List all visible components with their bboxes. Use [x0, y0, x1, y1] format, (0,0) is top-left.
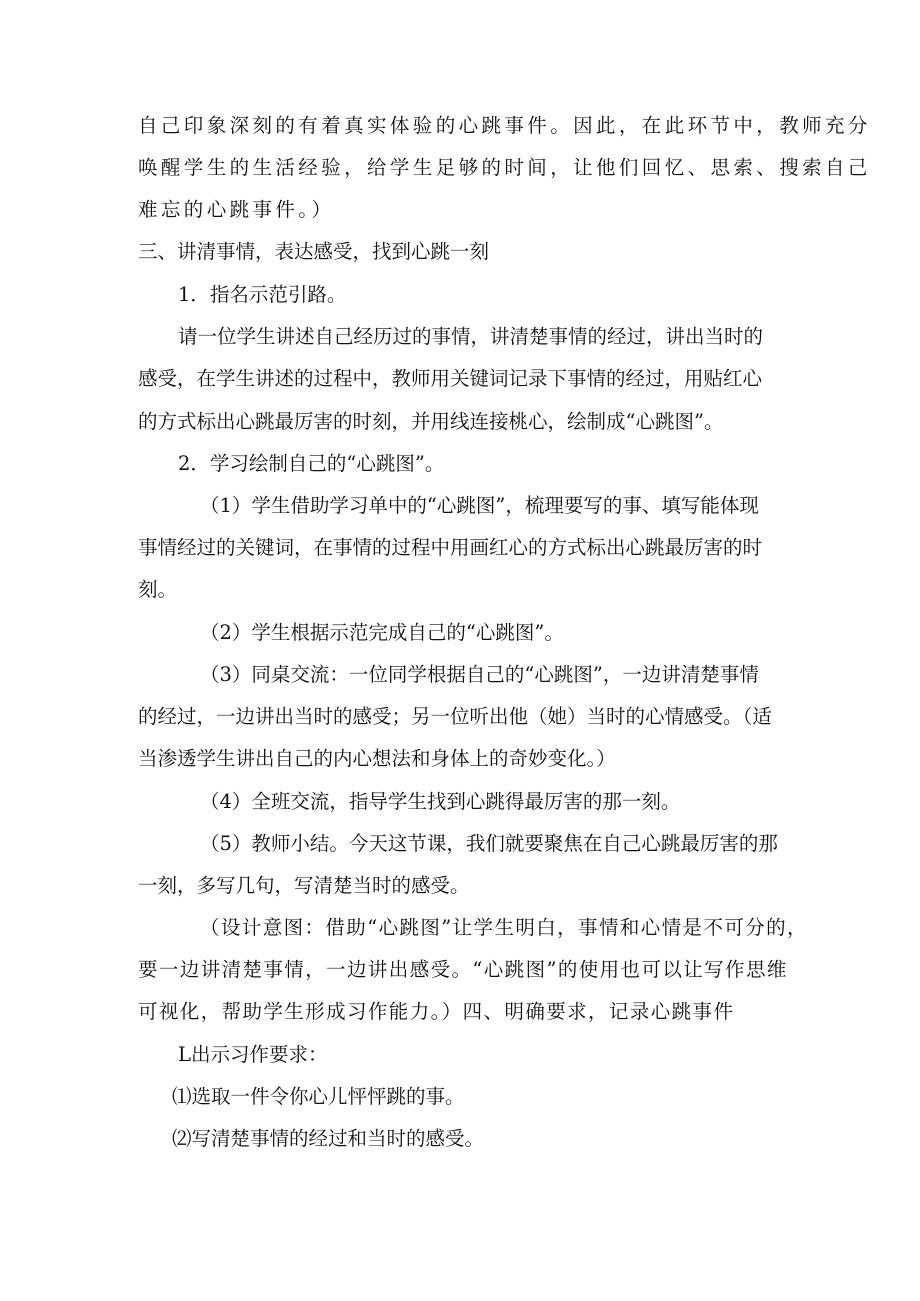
- paragraph-line: 感受，在学生讲述的过程中，教师用关键词记录下事情的经过，用贴红心: [138, 367, 763, 390]
- requirement-item-1: ⑴选取一件令你心儿怦怦跳的事。: [172, 1085, 465, 1108]
- paragraph-line: 自己印象深刻的有着真实体验的心跳事件。因此，在此环节中，教师充分: [138, 114, 871, 137]
- paragraph-line: 请一位学生讲述自己经历过的事情，讲清楚事情的经过，讲出当时的: [178, 325, 764, 348]
- paragraph-line: 刻。: [138, 578, 178, 601]
- design-intent-line: 要一边讲清楚事情，一边讲出感受。“心跳图”的使用也可以让写作思维: [138, 958, 788, 981]
- subheading-2: 2．学习绘制自己的“心跳图”。: [178, 452, 445, 475]
- section-heading-3: 三、讲清事情，表达感受，找到心跳一刻: [138, 240, 490, 263]
- design-intent-line: 可视化，帮助学生形成习作能力。）四、明确要求，记录心跳事件: [138, 1000, 735, 1023]
- list-item-5: （5）教师小结。今天这节课，我们就要聚焦在自己心跳最厉害的那: [200, 832, 778, 855]
- list-item-1: （1）学生借助学习单中的“心跳图”，梳理要写的事、填写能体现: [200, 494, 759, 517]
- paragraph-line: 的经过，一边讲出当时的感受；另一位听出他（她）当时的心情感受。（适: [138, 705, 772, 728]
- paragraph-line: 事情经过的关键词，在事情的过程中用画红心的方式标出心跳最厉害的时: [138, 536, 763, 559]
- requirement-item-2: ⑵写清楚事情的经过和当时的感受。: [172, 1127, 485, 1150]
- design-intent-line: （设计意图：借助“心跳图”让学生明白，事情和心情是不可分的，: [200, 916, 808, 939]
- list-item-4: （4）全班交流，指导学生找到心跳得最厉害的那一刻。: [200, 790, 681, 813]
- paragraph-line: 难忘的心跳事件。）: [138, 198, 335, 221]
- paragraph-line: 当渗透学生讲出自己的内心想法和身体上的奇妙变化。）: [138, 747, 616, 770]
- paragraph-line: 的方式标出心跳最厉害的时刻，并用线连接桃心，绘制成“心跳图”。: [138, 410, 724, 433]
- list-item-3: （3）同桌交流：一位同学根据自己的“心跳图”，一边讲清楚事情: [200, 663, 759, 686]
- subheading-1: 1．指名示范引路。: [178, 283, 347, 306]
- requirements-heading: L出示习作要求：: [178, 1043, 328, 1066]
- list-item-2: （2）学生根据示范完成自己的“心跳图”。: [200, 621, 564, 644]
- paragraph-line: 一刻，多写几句，写清楚当时的感受。: [138, 874, 470, 897]
- paragraph-line: 唤醒学生的生活经验，给学生足够的时间，让他们回忆、思索、搜索自己: [138, 156, 871, 179]
